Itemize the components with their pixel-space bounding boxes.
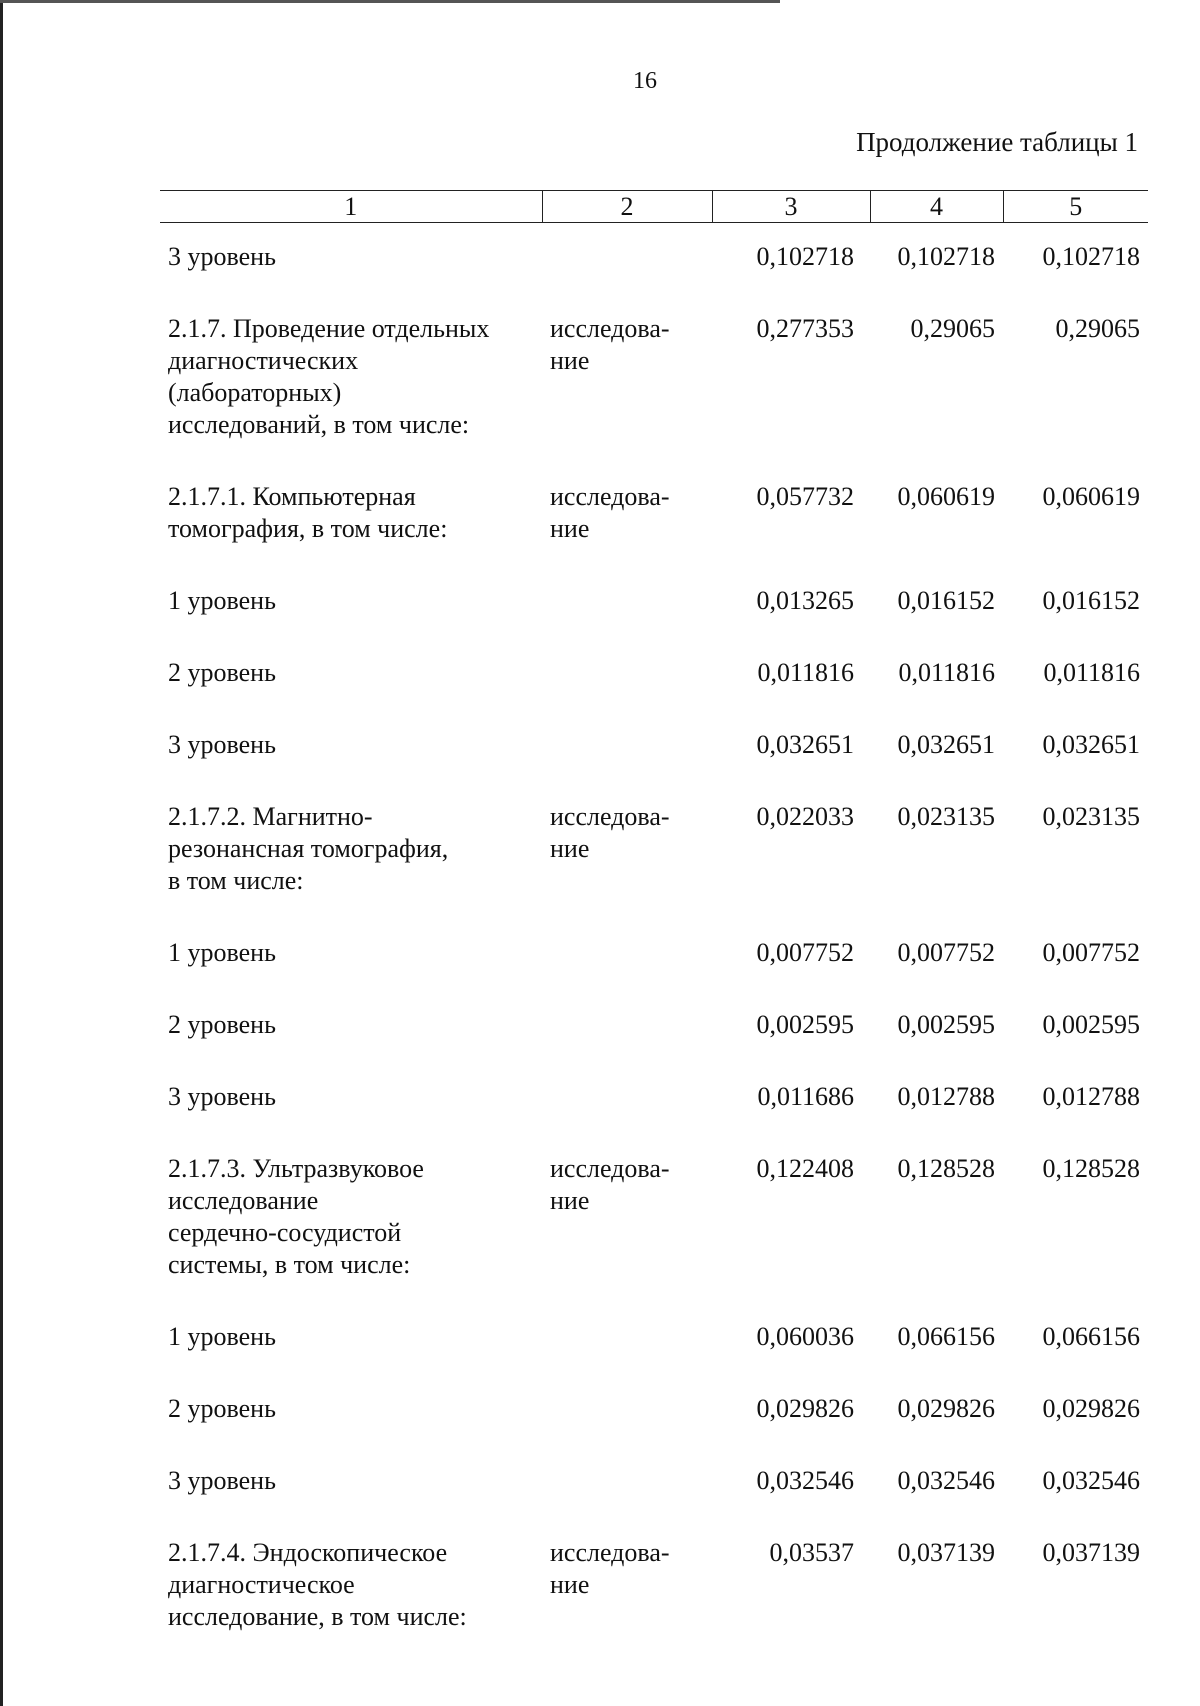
row-unit-cell — [542, 1321, 712, 1393]
row-value-v5-cell: 0,007752 — [1042, 938, 1140, 967]
row-name-cell — [160, 1465, 542, 1537]
row-name-cell — [160, 313, 542, 481]
row-name-line: 3 уровень — [168, 1082, 276, 1111]
row-name-line: 2 уровень — [168, 1010, 276, 1039]
row-name-line: исследование — [168, 1186, 319, 1215]
row-unit-line: исследова- — [550, 802, 670, 831]
row-name-line: сердечно-сосудистой — [168, 1218, 402, 1247]
row-value-v5-cell: 0,128528 — [1042, 1154, 1140, 1183]
row-value-v4-cell: 0,060619 — [897, 482, 995, 511]
row-value-v4-cell: 0,016152 — [897, 586, 995, 615]
row-unit-line: ние — [550, 1570, 590, 1599]
row-name-line: 2.1.7.4. Эндоскопическое — [168, 1538, 448, 1567]
row-name-line: 3 уровень — [168, 730, 276, 759]
row-value-v5-cell: 0,060619 — [1042, 482, 1140, 511]
row-name-line: 3 уровень — [168, 1466, 276, 1495]
row-name-cell — [160, 1393, 542, 1465]
row-unit-cell — [542, 937, 712, 1009]
row-value-v3-cell: 0,03537 — [769, 1538, 854, 1567]
row-value-v4-cell: 0,011816 — [898, 658, 995, 687]
row-value-v3-cell: 0,011686 — [757, 1082, 854, 1111]
row-value-v5-cell: 0,029826 — [1042, 1394, 1140, 1423]
scan-edge-left — [0, 0, 3, 1706]
row-value-v3-cell: 0,011816 — [757, 658, 854, 687]
row-value-v4-cell: 0,002595 — [897, 1010, 995, 1039]
row-value-v3-cell: 0,060036 — [756, 1322, 854, 1351]
row-name-line: 1 уровень — [168, 586, 276, 615]
row-value-v4-cell: 0,032651 — [897, 730, 995, 759]
row-name-cell — [160, 1537, 542, 1673]
row-value-v5-cell: 0,29065 — [1055, 314, 1140, 343]
row-name-line: резонансная томография, — [168, 834, 449, 863]
row-value-v4-cell: 0,128528 — [897, 1154, 995, 1183]
table-row — [160, 1321, 1148, 1393]
row-name-cell — [160, 1321, 542, 1393]
row-value-v5-cell: 0,102718 — [1042, 242, 1140, 271]
row-value-v3-cell: 0,007752 — [756, 938, 854, 967]
column-header: 1 — [160, 191, 542, 223]
table-row — [160, 585, 1148, 657]
row-unit-cell — [542, 801, 712, 937]
row-name-line: 2.1.7.3. Ультразвуковое — [168, 1154, 424, 1183]
table-row — [160, 313, 1148, 481]
row-value-v5-cell: 0,011816 — [1043, 658, 1140, 687]
row-name-line: диагностических — [168, 346, 359, 375]
row-name-cell — [160, 657, 542, 729]
row-value-v3-cell: 0,032546 — [756, 1466, 854, 1495]
row-value-v4-cell: 0,029826 — [897, 1394, 995, 1423]
row-name-cell — [160, 729, 542, 801]
table-body — [160, 223, 1148, 1674]
row-value-v3-cell: 0,013265 — [756, 586, 854, 615]
row-name-line: 3 уровень — [168, 242, 276, 271]
row-name-line: 1 уровень — [168, 938, 276, 967]
table-row — [160, 729, 1148, 801]
table-row — [160, 1537, 1148, 1673]
row-name-line: 2 уровень — [168, 1394, 276, 1423]
row-value-v5-cell: 0,002595 — [1042, 1010, 1140, 1039]
table-row — [160, 1153, 1148, 1321]
row-unit-cell — [542, 1393, 712, 1465]
row-unit-line: исследова- — [550, 314, 670, 343]
row-unit-cell — [542, 1465, 712, 1537]
table-row — [160, 657, 1148, 729]
row-name-line: 2 уровень — [168, 658, 276, 687]
table-row — [160, 1393, 1148, 1465]
row-name-line: исследование, в том числе: — [168, 1602, 467, 1631]
row-unit-line: ние — [550, 1186, 590, 1215]
row-name-cell — [160, 481, 542, 585]
row-unit-cell — [542, 241, 712, 313]
row-name-cell — [160, 1009, 542, 1081]
table-row — [160, 241, 1148, 313]
row-value-v5-cell: 0,037139 — [1042, 1538, 1140, 1567]
column-header: 5 — [1003, 191, 1148, 223]
row-value-v4-cell: 0,023135 — [897, 802, 995, 831]
row-unit-line: ние — [550, 346, 590, 375]
row-value-v4-cell: 0,29065 — [910, 314, 995, 343]
row-value-v4-cell: 0,007752 — [897, 938, 995, 967]
table-header-row — [160, 191, 1148, 223]
row-value-v4-cell: 0,102718 — [897, 242, 995, 271]
row-unit-cell — [542, 1153, 712, 1321]
table-row — [160, 801, 1148, 937]
row-name-line: исследований, в том числе: — [168, 410, 470, 439]
row-name-cell — [160, 801, 542, 937]
row-value-v5-cell: 0,066156 — [1042, 1322, 1140, 1351]
column-header: 3 — [712, 191, 870, 223]
row-unit-cell — [542, 1009, 712, 1081]
row-unit-line: ние — [550, 514, 590, 543]
row-name-line: 1 уровень — [168, 1322, 276, 1351]
table-row — [160, 1009, 1148, 1081]
row-unit-cell — [542, 481, 712, 585]
row-unit-cell — [542, 657, 712, 729]
row-name-line: 2.1.7.2. Магнитно- — [168, 802, 373, 831]
row-value-v3-cell: 0,022033 — [756, 802, 854, 831]
row-value-v5-cell: 0,012788 — [1042, 1082, 1140, 1111]
row-name-cell — [160, 1153, 542, 1321]
row-value-v5-cell: 0,016152 — [1042, 586, 1140, 615]
scan-edge-top — [0, 0, 780, 3]
page-number: 16 — [633, 68, 657, 94]
table-row — [160, 937, 1148, 1009]
row-value-v3-cell: 0,029826 — [756, 1394, 854, 1423]
row-unit-cell — [542, 585, 712, 657]
row-name-line: 2.1.7.1. Компьютерная — [168, 482, 416, 511]
row-value-v3-cell: 0,277353 — [756, 314, 854, 343]
row-name-cell — [160, 1081, 542, 1153]
table-continuation-label: Продолжение таблицы 1 — [856, 127, 1138, 157]
row-value-v3-cell: 0,102718 — [756, 242, 854, 271]
row-name-line: системы, в том числе: — [168, 1250, 411, 1279]
row-unit-line: исследова- — [550, 1538, 670, 1567]
row-value-v5-cell: 0,032546 — [1042, 1466, 1140, 1495]
row-unit-line: ние — [550, 834, 590, 863]
row-value-v3-cell: 0,057732 — [756, 482, 854, 511]
row-name-line: томография, в том числе: — [168, 514, 448, 543]
row-value-v4-cell: 0,066156 — [897, 1322, 995, 1351]
row-value-v4-cell: 0,037139 — [897, 1538, 995, 1567]
table-row — [160, 1081, 1148, 1153]
row-value-v5-cell: 0,032651 — [1042, 730, 1140, 759]
row-unit-line: исследова- — [550, 1154, 670, 1183]
table-row — [160, 1465, 1148, 1537]
row-value-v3-cell: 0,122408 — [756, 1154, 854, 1183]
row-unit-cell — [542, 1537, 712, 1673]
row-value-v5-cell: 0,023135 — [1042, 802, 1140, 831]
table-row — [160, 481, 1148, 585]
row-name-cell — [160, 585, 542, 657]
column-header: 4 — [870, 191, 1003, 223]
column-header: 2 — [542, 191, 712, 223]
row-name-line: диагностическое — [168, 1570, 355, 1599]
row-value-v4-cell: 0,012788 — [897, 1082, 995, 1111]
row-unit-line: исследова- — [550, 482, 670, 511]
row-unit-cell — [542, 1081, 712, 1153]
data-table — [160, 190, 1148, 1673]
row-unit-cell — [542, 313, 712, 481]
row-name-line: в том числе: — [168, 866, 304, 895]
row-value-v4-cell: 0,032546 — [897, 1466, 995, 1495]
row-name-cell — [160, 241, 542, 313]
row-unit-cell — [542, 729, 712, 801]
row-value-v3-cell: 0,032651 — [756, 730, 854, 759]
row-value-v3-cell: 0,002595 — [756, 1010, 854, 1039]
row-name-line: (лабораторных) — [168, 378, 342, 407]
row-name-line: 2.1.7. Проведение отдельных — [168, 314, 490, 343]
row-name-cell — [160, 937, 542, 1009]
